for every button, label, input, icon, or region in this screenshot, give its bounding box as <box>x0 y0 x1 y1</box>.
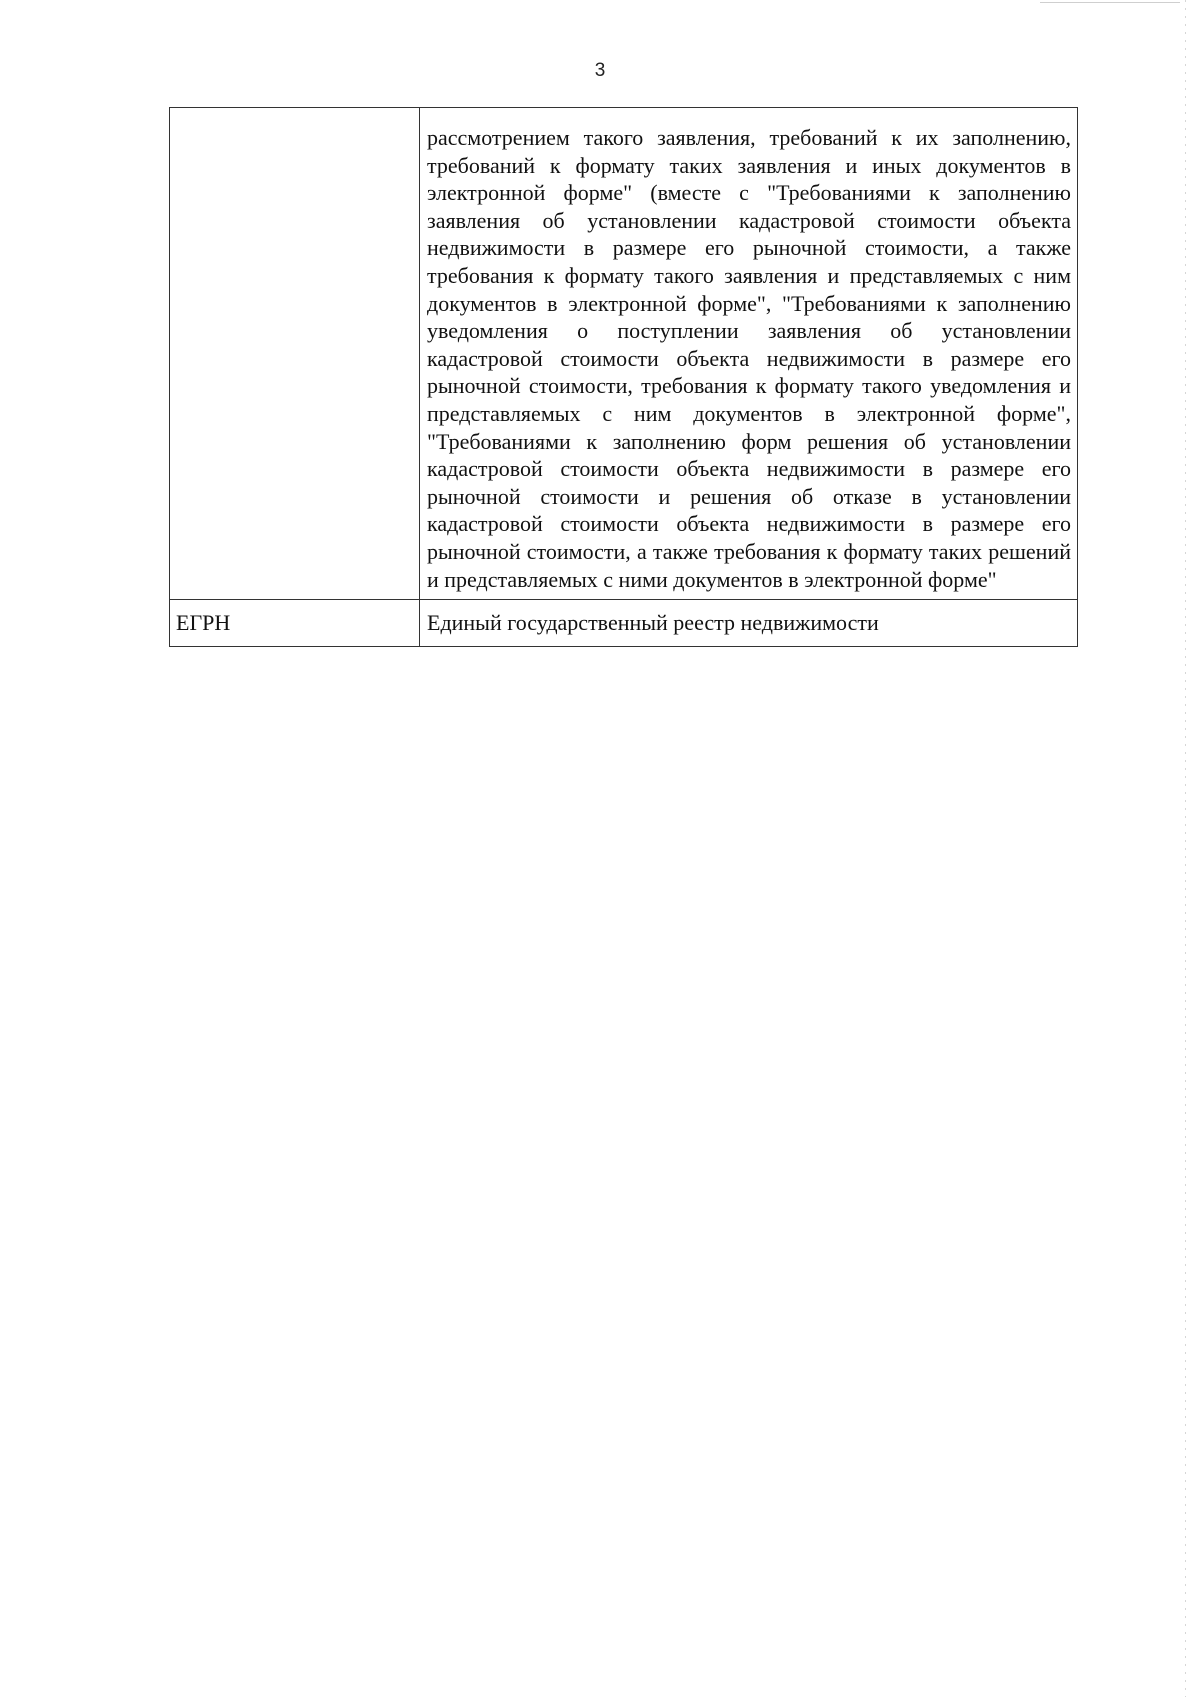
table-cell-definition: рассмотрением такого заявления, требований к их заполнению, требований к формату таких заявления и иных документов в электронной форме" (вместе с "Требованиями к заполнению заявления об установлении кадастровой стоимости объекта недвижимости в размере его рыночной стоимости, а также требования к формату такого заявления и представляемых с ним документов в электронной форме", "Требованиями к заполнению уведомления о поступлении заявления об установлении кадастровой стоимости объекта недвижимости в размере его рыночной стоимости, требования к формату такого уведомления и представляемых с ним документов в электронной форме", "Требованиями к заполнению форм решения об установлении кадастровой стоимости объекта недвижимости в размере его рыночной стоимости и решения об отказе в установлении кадастровой стоимости объекта недвижимости в размере его рыночной стоимости, а также требования к формату таких решений и представляемых с ними документов в электронной форме" <box>420 108 1078 600</box>
scan-artifact-top <box>1040 2 1180 3</box>
abbreviations-table <box>169 107 1078 647</box>
table-row <box>170 108 1078 600</box>
scan-artifact-edge <box>1185 0 1186 1697</box>
table-cell-term <box>170 108 420 600</box>
table-cell-definition: Единый государственный реестр недвижимости <box>420 600 1078 647</box>
table-row <box>170 600 1078 647</box>
table-cell-term: ЕГРН <box>170 600 420 647</box>
page-number: 3 <box>594 60 606 81</box>
